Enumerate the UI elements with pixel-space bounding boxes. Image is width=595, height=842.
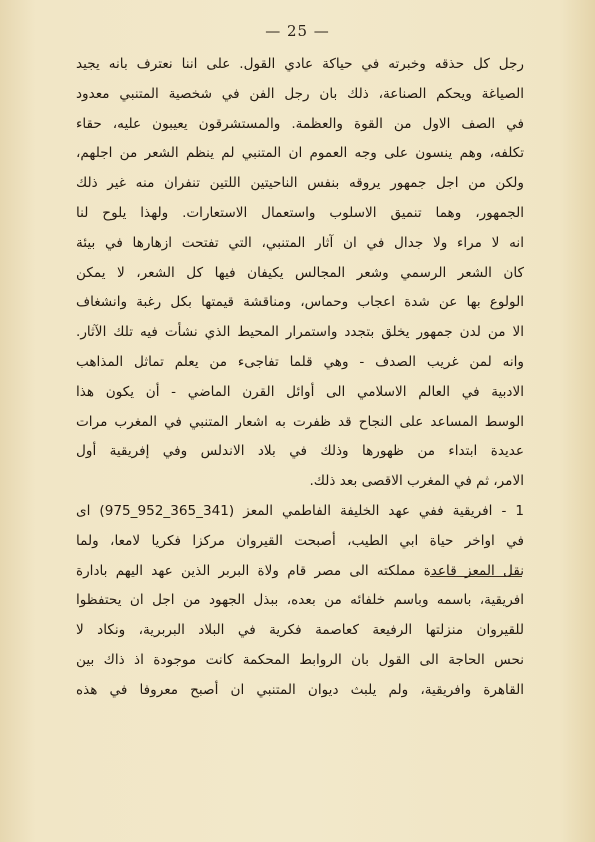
section-underline <box>430 576 522 577</box>
text-line: الولوع بها عن شدة اعجاب وحماس، ومناقشة قيمتها بكل رغبة وانشغاف <box>76 294 524 311</box>
section-heading-line: 1 - افريقية ففي عهد الخليفة الفاطمي المعز (341_365_952_975) اى <box>76 502 524 519</box>
text-line: في الصف الاول من القوة والعظمة. والمستشرقون يعيبون عليه، حقاء <box>76 115 524 132</box>
page-number: — 25 — <box>265 22 330 40</box>
text-line: الادبية في العالم الاسلامي الى أوائل القرن الماضي - أن يكون هذا <box>76 383 524 400</box>
text-line: الامر، ثم في المغرب الاقصى بعد ذلك. <box>309 473 524 490</box>
text-line: انه لا مراء ولا جدال في ان آثار المتنبي، التي تفتحت ازهارها في بيئة <box>76 234 524 251</box>
text-line: رجل كل حذقه وخبرته في حياكة عادي القول. على اننا نعترف بانه يجيد <box>76 56 524 72</box>
text-line: الجمهور، وهما تنميق الاسلوب واستعمال الاستعارات. ولهذا يلوح لنا <box>76 204 524 221</box>
text-line: كان الشعر الرسمي وشعر المجالس يكيفان فيها كل الشعر، لا يمكن <box>76 264 524 281</box>
text-line: نحس الحاجة الى القول بان الروابط المحكمة كانت موجودة اذ ذاك بين <box>76 651 524 668</box>
text-line: القاهرة وافريقية، ولم يلبث ديوان المتنبي ان أصبح معروفا في هذه <box>76 681 524 698</box>
text-line: وانه لمن غريب الصدف - وهي قلما تفاجىء من يعلم تماثل المذاهب <box>76 353 524 370</box>
text-line: للقيروان منزلتها الرفيعة كعاصمة فكرية في البلاد البربرية، ونكاد لا <box>76 622 524 639</box>
text-line: تكلفه، وهم ينسون على وجه العموم ان المتنبي لم ينظم الشعر من اجلهم، <box>76 145 524 162</box>
text-line: الصياغة ويحكم الصناعة، ذلك بان رجل الفن في شخصية المتنبي معدود <box>76 85 524 102</box>
text-line: عديدة ابتداء من ظهورها وذلك في بلاد الاندلس وفي إفريقية أول <box>76 443 524 460</box>
text-line: نقل المعز قاعدة مملكته الى مصر قام ولاة البربر الذين عهد اليهم بادارة <box>76 562 524 579</box>
body-text <box>76 50 524 706</box>
text-line: الا من لدن جمهور يخلق بتجدد واستمرار المحيط الذي نشأت فيه تلك الآثار. <box>76 324 524 341</box>
text-line: الوسط المساعد على النجاح قد ظفرت به اشعار المتنبي في المغرب مرات <box>76 413 524 430</box>
text-line: في اواخر حياة ابي الطيب، أصبحت القيروان مركزا فكريا لامعا، ولما <box>76 532 524 549</box>
text-line: ولكن من اجل جمهور يروقه بنفس الناحيتين اللتين تنفران منه غير ذلك <box>76 175 524 192</box>
text-line: افريقية، باسمه وباسم خلفائه من بعده، ببذل الجهود من اجل ان يحتفظوا <box>76 592 524 609</box>
